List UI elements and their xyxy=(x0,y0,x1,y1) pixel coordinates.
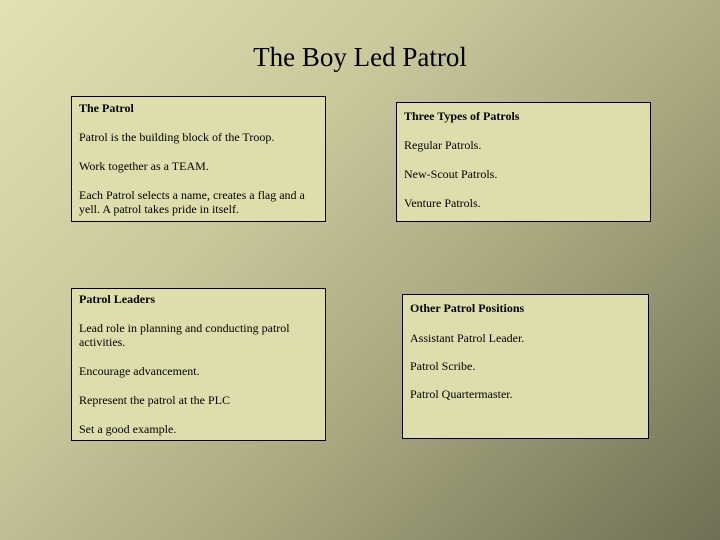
box-item: Assistant Patrol Leader. xyxy=(410,331,525,345)
patrol-types-box xyxy=(396,102,651,222)
box-item: Encourage advancement. xyxy=(79,364,200,378)
slide-title: The Boy Led Patrol xyxy=(253,42,467,72)
box-item: New-Scout Patrols. xyxy=(404,167,498,181)
the-patrol-box xyxy=(71,96,326,222)
patrol-leaders-box xyxy=(71,288,326,441)
box-item: Lead role in planning and conducting patrol activities. xyxy=(79,321,290,349)
box-item: Set a good example. xyxy=(79,422,177,436)
box-item: Patrol Quartermaster. xyxy=(410,387,513,401)
box-heading: Patrol Leaders xyxy=(79,292,156,306)
box-item: Each Patrol selects a name, creates a flag and a yell. A patrol takes pride in itself. xyxy=(79,188,305,216)
box-item: Represent the patrol at the PLC xyxy=(79,393,230,407)
box-heading: Other Patrol Positions xyxy=(410,301,525,315)
box-item: Venture Patrols. xyxy=(404,196,481,210)
box-item: Work together as a TEAM. xyxy=(79,159,209,173)
box-item: Patrol is the building block of the Troop. xyxy=(79,130,275,144)
box-heading: Three Types of Patrols xyxy=(404,109,520,123)
box-item: Patrol Scribe. xyxy=(410,359,476,373)
box-heading: The Patrol xyxy=(79,101,134,115)
other-positions-box xyxy=(402,294,649,439)
box-item: Regular Patrols. xyxy=(404,138,482,152)
